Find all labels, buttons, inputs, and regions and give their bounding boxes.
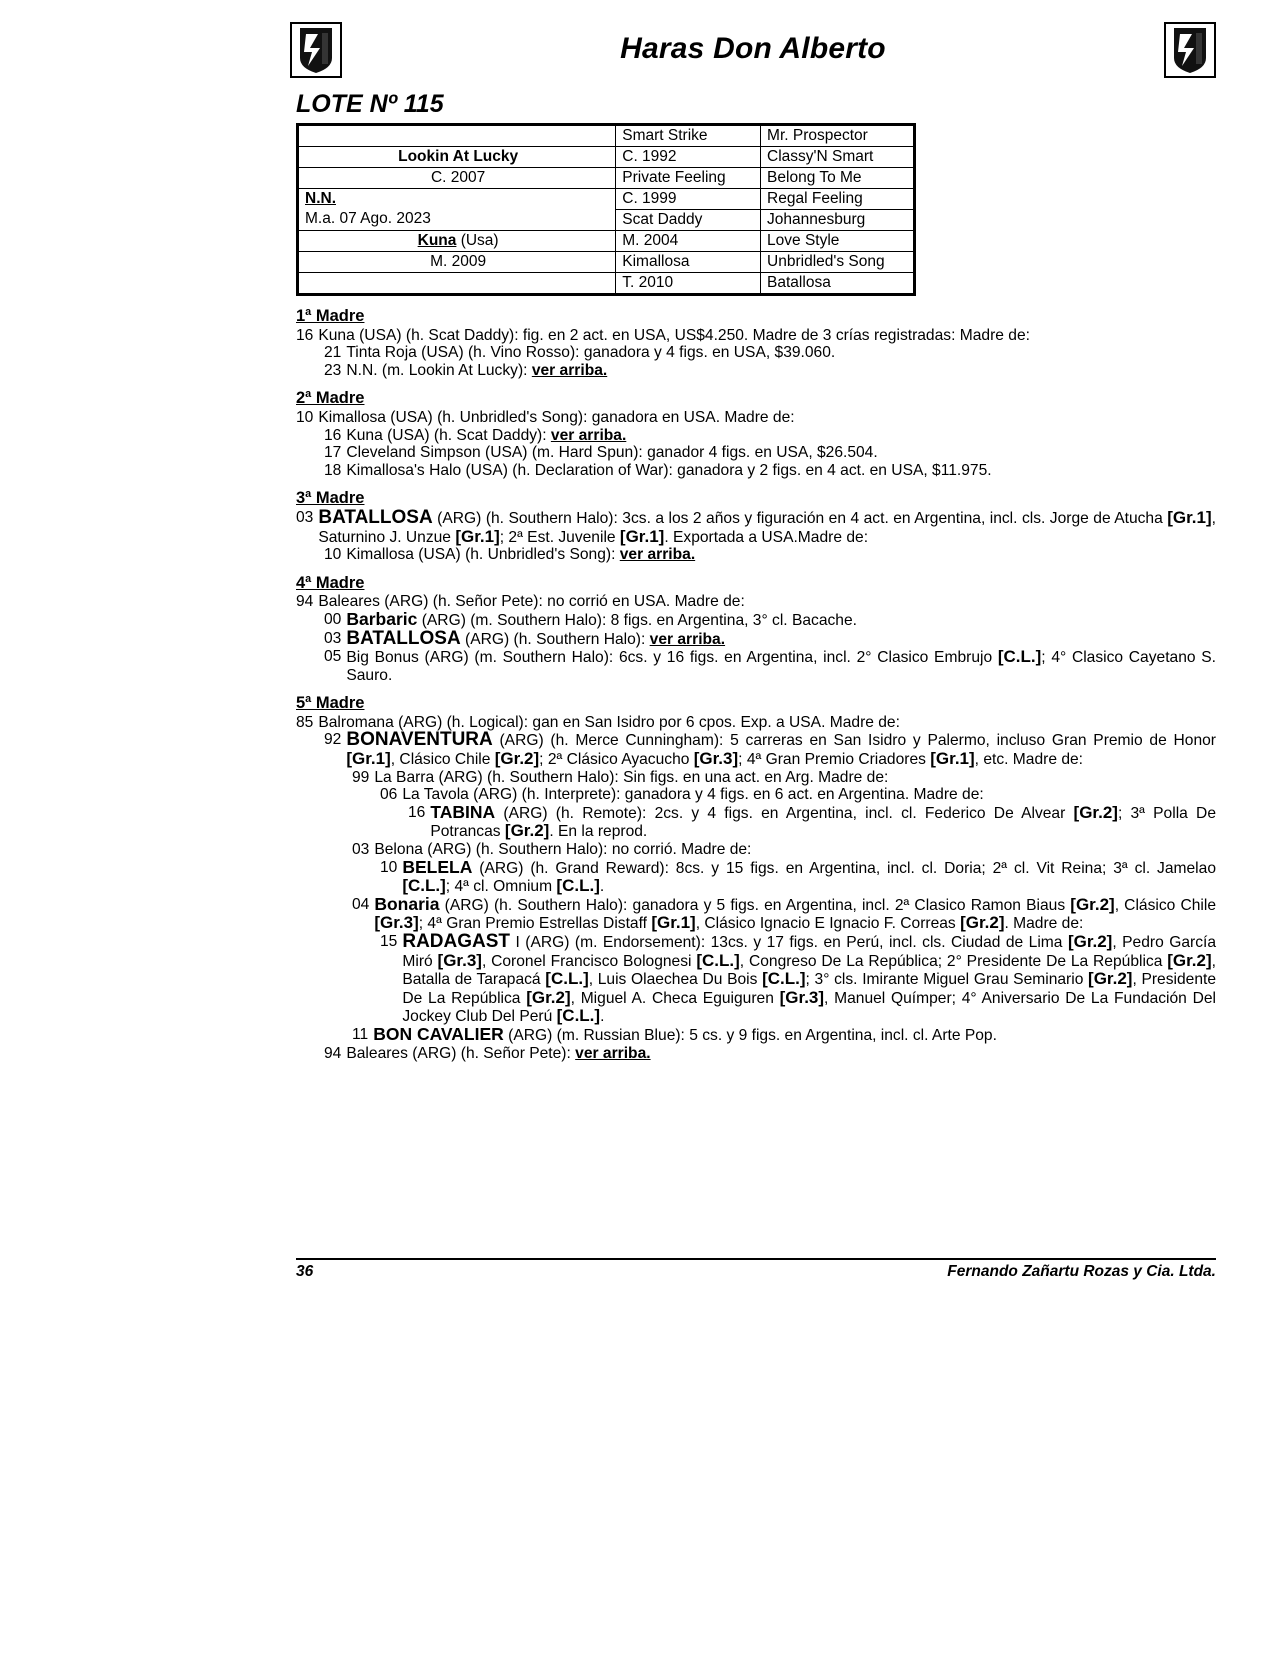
entry-text-part: , Clásico Chile [390,751,495,769]
entry-text-part: (ARG) (h. Southern Halo): ganadora y 5 figs. en Argentina, incl. 2ª Clasico Ramon Biaus [439,896,1071,914]
entry-text: Cleveland Simpson (USA) (m. Hard Spun): ganador 4 figs. en USA, $26.504. [346,444,878,462]
entry-text-part: , Clásico Ignacio E Ignacio F. Correas [695,915,961,933]
list-item [324,444,1216,462]
see-above-link[interactable]: ver arriba. [649,630,726,648]
grade-badge: [Gr.2] [1167,950,1212,970]
see-above-link[interactable]: ver arriba. [531,361,608,379]
haras-logo-icon [1164,22,1216,78]
pedigree-cell: Love Style [761,231,913,252]
entry-text-part: (ARG) (h. Southern Halo): 3cs. a los 2 años y figuración en 4 act. en Argentina, incl. cls. Jorge de Atucha [432,509,1168,527]
footer-company: Fernando Zañartu Rozas y Cia. Ltda. [947,1263,1216,1280]
pedigree-text-body [296,308,1216,1062]
list-item [296,327,1216,345]
horse-name: Bonaria [374,893,440,914]
entry-number: 04 [352,895,370,913]
grade-badge: [Gr.3] [779,987,825,1007]
pedigree-cell: T. 2010 [616,273,761,294]
list-item [324,648,1216,684]
entry-text [430,801,1216,841]
pedigree-cell: Batallosa [761,273,913,294]
entry-text [374,893,1216,933]
horse-name: BELELA [402,856,473,877]
entry-number: 10 [324,546,342,564]
list-item [352,893,1216,933]
entry-number: 10 [380,858,398,876]
grade-badge: [Gr.2] [504,821,550,841]
grade-badge: [Gr.2] [1088,969,1133,989]
grade-badge: [C.L.] [556,876,600,896]
entry-text: Kuna (USA) (h. Scat Daddy): fig. en 2 act. en USA, US$4.250. Madre de 3 crías registradas: Madre de: [318,326,1030,344]
list-item [324,462,1216,480]
entry-text-part: Baleares (ARG) (h. Señor Pete): [346,1044,576,1062]
page-footer [296,1258,1216,1281]
entry-number: 16 [296,326,314,344]
page-number: 36 [296,1263,314,1280]
table-row [299,231,913,252]
entry-number: 21 [324,344,342,362]
pedigree-cell: Smart Strike [616,126,761,147]
pedigree-cell-birthdate: M.a. 07 Ago. 2023 [299,210,616,231]
pedigree-cell-subject: N.N. [305,189,336,207]
section-heading-5a-madre: 5ª Madre [296,694,365,713]
table-row [299,126,913,147]
grade-badge: [C.L.] [556,1006,601,1026]
entry-number: 03 [296,508,314,526]
table-row [299,168,913,189]
entry-text [346,731,1216,768]
see-above-link[interactable]: ver arriba. [575,1044,651,1062]
entry-number: 16 [324,426,342,444]
grade-badge: [Gr.1] [346,749,391,769]
table-row [299,252,913,273]
section-heading-2a-madre: 2ª Madre [296,389,365,408]
grade-badge: [Gr.2] [1070,894,1115,914]
grade-badge: [Gr.2] [1073,802,1118,822]
entry-text [346,608,1216,630]
entry-text-part: ; 2ª Clásico Ayacucho [539,751,694,769]
entry-text-part: Kimallosa (USA) (h. Unbridled's Song): [346,546,620,564]
pedigree-cell: Classy'N Smart [761,147,913,168]
entry-number: 10 [296,408,314,426]
entry-text-part: , Batalla de Tarapacá [402,952,1216,989]
list-item [324,731,1216,768]
grade-badge: [Gr.3] [693,749,739,769]
entry-text-part: (ARG) (h. Merce Cunningham): 5 carreras en San Isidro y Palermo, incluso Gran Premio de Honor [492,732,1216,750]
entry-text-part: ; 4ª Gran Premio Estrellas Distaff [418,915,652,933]
pedigree-cell-empty [299,126,616,147]
grade-badge: [C.L.] [997,647,1042,667]
entry-text-part: ; 3° cls. Imirante Miguel Grau Seminario [805,971,1089,989]
grade-badge: [Gr.1] [651,913,696,933]
horse-name: BON CAVALIER [373,1023,504,1044]
entry-text-part: , Manuel Químper; 4° Aniversario De La Fundación Del Jockey Club Del Perú [402,989,1216,1026]
list-item [324,1045,1216,1063]
entry-text [346,1045,1216,1063]
pedigree-dam-name: Kuna [417,231,457,249]
pedigree-cell: Private Feeling [616,168,761,189]
list-item [296,506,1216,546]
pedigree-cell: Scat Daddy [616,210,761,231]
see-above-link[interactable]: ver arriba. [550,426,627,444]
entry-text-part: (ARG) (m. Russian Blue): 5 cs. y 9 figs. en Argentina, incl. cl. Arte Pop. [503,1026,997,1044]
pedigree-cell: Kimallosa [616,252,761,273]
entry-text [318,506,1216,546]
entry-number: 17 [324,444,342,462]
entry-text-part: (ARG) (h. Southern Halo): [460,630,650,648]
entry-text: Kimallosa (USA) (h. Unbridled's Song): ganadora en USA. Madre de: [318,408,795,426]
entry-number: 11 [352,1025,369,1043]
entry-text [346,427,1216,445]
entry-text: Belona (ARG) (h. Southern Halo): no corrió. Madre de: [374,841,752,859]
entry-text: La Tavola (ARG) (h. Interprete): ganadora y 4 figs. en 6 act. en Argentina. Madre de: [402,786,984,804]
entry-number: 23 [324,361,342,379]
list-item [352,841,1216,859]
section-heading-4a-madre: 4ª Madre [296,573,365,592]
list-item [324,362,1216,380]
entry-text-part: ; 4° Clasico Cayetano S. Sauro. [346,649,1216,684]
entry-text-part: , Coronel Francisco Bolognesi [481,952,697,970]
see-above-link[interactable]: ver arriba. [619,546,696,564]
entry-text-part: , Congreso De La República; 2° Presidente De La República [739,952,1168,970]
list-item [408,801,1216,841]
section-heading-3a-madre: 3ª Madre [296,489,365,508]
entry-text-part: Big Bonus (ARG) (m. Southern Halo): 6cs. y 16 figs. en Argentina, incl. 2° Clasico Embrujo [346,649,998,667]
entry-text-part: , Clásico Chile [1114,896,1216,914]
horse-name: RADAGAST [402,931,511,952]
entry-number: 85 [296,713,314,731]
table-row [299,273,913,294]
entry-number: 03 [324,629,342,647]
entry-text-part: . Exportada a USA.Madre de: [664,528,869,546]
list-item [380,856,1216,896]
entry-text [373,1023,1216,1045]
entry-number: 99 [352,768,370,786]
page-title: Haras Don Alberto [620,32,886,65]
table-row [299,210,913,231]
horse-name: TABINA [430,801,496,822]
lot-number-title: LOTE Nº 115 [296,90,444,118]
grade-badge: [C.L.] [696,950,740,970]
page-header [290,18,1216,80]
section-heading-1a-madre: 1ª Madre [296,307,365,325]
grade-badge: [Gr.2] [526,987,571,1007]
pedigree-cell: Mr. Prospector [761,126,913,147]
pedigree-cell-sire: Lookin At Lucky [299,147,616,168]
grade-badge: [Gr.1] [1167,507,1212,527]
grade-badge: [Gr.3] [374,913,419,933]
entry-text: La Barra (ARG) (h. Southern Halo): Sin figs. en una act. en Arg. Madre de: [374,768,889,786]
pedigree-cell: Regal Feeling [761,189,913,210]
horse-name: BATALLOSA [346,627,461,649]
list-item [296,409,1216,427]
pedigree-cell: C. 1992 [616,147,761,168]
list-item [380,933,1216,1026]
entry-number: 15 [380,933,398,950]
entry-text [346,648,1216,684]
pedigree-cell: Unbridled's Song [761,252,913,273]
grade-badge: [Gr.2] [494,749,540,769]
page [0,18,1276,1672]
entry-text-part: . Madre de: [1004,915,1084,933]
list-item [324,427,1216,445]
entry-number: 18 [324,461,342,479]
list-item [324,627,1216,649]
entry-number: 16 [408,803,426,821]
entry-text-part: (ARG) (h. Remote): 2cs. y 4 figs. en Argentina, incl. cl. Federico De Alvear [495,804,1074,822]
entry-text-part: , Presidente De La República [402,971,1217,1007]
entry-number: 05 [324,648,342,666]
entry-text-part: , etc. Madre de: [974,751,1084,769]
pedigree-cell: C. 1999 [616,189,761,210]
grade-badge: [Gr.1] [930,749,975,769]
entry-text-part: I (ARG) (m. Endorsement): 13cs. y 17 figs. en Perú, incl. cls. Ciudad de Lima [510,934,1068,951]
entry-text-part: . [599,878,605,896]
pedigree-cell: M. 2009 [299,252,616,273]
table-row [299,189,913,210]
horse-name: BATALLOSA [318,506,433,528]
entry-text [346,546,1216,564]
pedigree-cell: M. 2004 [616,231,761,252]
pedigree-cell-dam [299,231,616,252]
list-item [380,786,1216,804]
pedigree-dam-origin: (Usa) [456,231,499,249]
list-item [296,593,1216,611]
entry-text-part: , Pedro García Miró [402,934,1216,970]
entry-text: Tinta Roja (USA) (h. Vino Rosso): ganadora y 4 figs. en USA, $39.060. [346,344,836,362]
entry-text-part: (ARG) (h. Grand Reward): 8cs. y 15 figs. en Argentina, incl. cl. Doria; 2ª cl. Vit Reina; 3ª cl. Jamelao [472,859,1216,877]
grade-badge: [Gr.1] [619,526,665,546]
horse-name: Barbaric [346,608,418,629]
list-item [352,769,1216,787]
grade-badge: [Gr.3] [437,950,482,970]
entry-text-part: ; 2ª Est. Juvenile [499,528,620,546]
entry-text-part: . En la reprod. [549,823,648,841]
grade-badge: [Gr.1] [455,526,500,546]
entry-text [402,856,1216,896]
pedigree-cell-empty [299,273,616,294]
entry-text: Baleares (ARG) (h. Señor Pete): no corrió en USA. Madre de: [318,593,745,611]
pedigree-cell: Belong To Me [761,168,913,189]
pedigree-cell: Johannesburg [761,210,913,231]
entry-text: Balromana (ARG) (h. Logical): gan en San Isidro por 6 cpos. Exp. a USA. Madre de: [318,713,900,731]
entry-number: 00 [324,610,342,628]
entry-text-part: (ARG) (m. Southern Halo): 8 figs. en Argentina, 3° cl. Bacache. [417,611,857,629]
list-item [324,344,1216,362]
entry-text-part: , Miguel A. Checa Eguiguren [570,989,780,1007]
entry-number: 94 [324,1044,342,1062]
grade-badge: [C.L.] [545,969,589,989]
list-item [352,1023,1216,1045]
entry-text [346,627,1216,649]
entry-text-part: , Saturnino J. Unzue [318,509,1216,546]
table-row [299,147,913,168]
list-item [324,546,1216,564]
entry-number: 03 [352,841,370,859]
entry-text-part: ; 4ª Gran Premio Criadores [738,751,931,769]
horse-name: BONAVENTURA [346,729,493,751]
grade-badge: [Gr.2] [960,913,1005,933]
entry-number: 92 [324,731,342,749]
entry-text [346,362,1216,380]
pedigree-table [296,123,916,296]
pedigree-cell: C. 2007 [299,168,616,189]
entry-number: 94 [296,593,314,611]
entry-text-part: ; 3ª Polla De Potrancas [430,804,1216,841]
entry-text-part: . [600,1008,605,1026]
grade-badge: [Gr.2] [1067,932,1113,951]
entry-number: 06 [380,786,398,804]
grade-badge: [C.L.] [402,876,446,896]
entry-text: Kimallosa's Halo (USA) (h. Declaration of War): ganadora y 2 figs. en 4 act. en USA, $11.975. [346,461,992,479]
entry-text-part: ; 4ª cl. Omnium [445,878,557,896]
haras-logo-icon [290,22,342,78]
entry-text-part: Kuna (USA) (h. Scat Daddy): [346,426,551,444]
entry-text-part: N.N. (m. Lookin At Lucky): [346,361,532,379]
entry-text-part: , Luis Olaechea Du Bois [588,971,763,989]
entry-text [402,933,1216,1026]
grade-badge: [C.L.] [762,969,806,989]
